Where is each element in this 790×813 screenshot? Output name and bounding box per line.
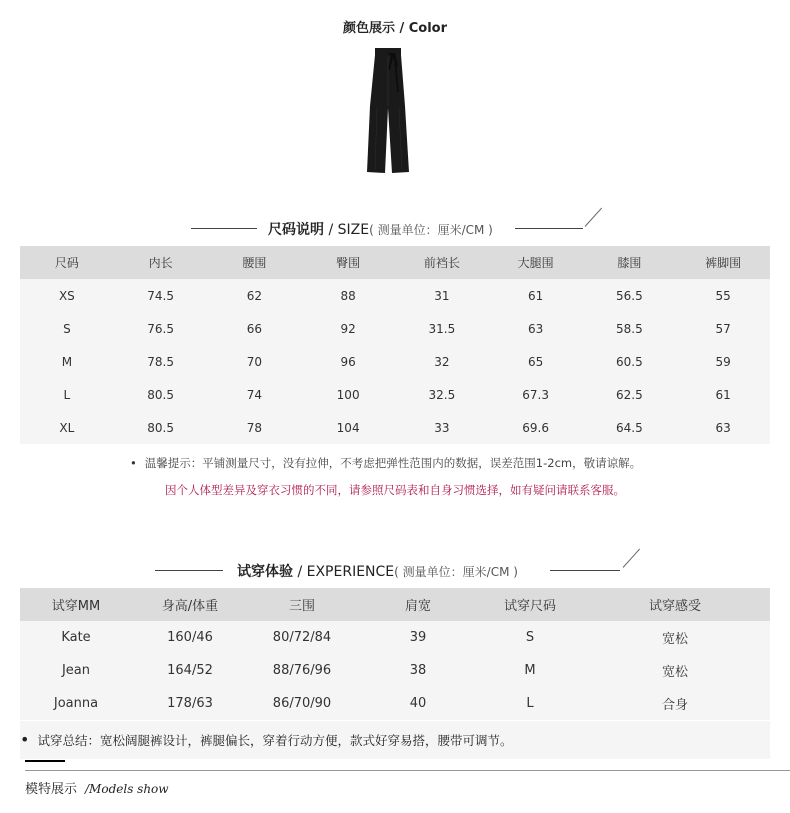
size-header-cell: 腰围 <box>208 246 302 279</box>
table-cell: 合身 <box>661 698 688 713</box>
size-heading-cn: 尺码说明 <box>268 222 324 238</box>
experience-header-cell: 三围 <box>248 588 356 621</box>
table-cell: 80.5 <box>147 387 174 402</box>
table-cell: 92 <box>340 321 356 336</box>
experience-header-cell: 试穿MM <box>20 588 132 621</box>
experience-header-cell: 试穿尺码 <box>480 588 580 621</box>
table-cell: 宽松 <box>661 632 688 647</box>
table-cell: M <box>524 663 536 678</box>
table-cell: 80.5 <box>147 420 174 435</box>
size-heading-en: SIZE <box>337 222 370 238</box>
table-cell: 88 <box>340 288 356 303</box>
size-header-cell: 膝围 <box>583 246 677 279</box>
table-row <box>20 312 770 345</box>
experience-heading-unit: ( 测量单位：厘米/CM ) <box>394 565 518 579</box>
table-cell: 32 <box>434 354 450 369</box>
table-cell: 96 <box>340 354 356 369</box>
bullet-icon: • <box>20 730 30 749</box>
fitting-summary-text: 试穿总结：宽松阔腿裤设计，裤腿偏长，穿着行动方便，款式好穿易搭，腰带可调节。 <box>37 733 513 748</box>
table-row <box>20 345 770 378</box>
table-cell: 63 <box>527 321 544 336</box>
table-cell: 178/63 <box>167 696 213 711</box>
experience-table-header-row <box>20 588 770 621</box>
table-row <box>20 621 770 654</box>
table-cell: 63 <box>715 420 731 435</box>
size-heading-sep: / <box>324 222 338 238</box>
table-cell: 69.6 <box>522 420 549 435</box>
size-header-cell: 尺码 <box>20 246 114 279</box>
size-table <box>20 246 770 444</box>
experience-heading <box>237 561 518 581</box>
table-cell: Kate <box>61 630 91 645</box>
size-header-cell: 内长 <box>114 246 208 279</box>
models-heading-divider <box>25 770 790 771</box>
models-heading-en: /Models show <box>85 782 169 796</box>
size-heading-unit: ( 测量单位：厘米/CM ) <box>369 223 493 237</box>
table-cell: 66 <box>246 321 263 336</box>
table-cell: L <box>63 387 71 402</box>
models-heading-cn: 模特展示 <box>25 782 78 797</box>
black-wide-leg-pants-image <box>365 46 411 176</box>
table-cell: 76.5 <box>147 321 174 336</box>
table-row <box>20 654 770 687</box>
table-cell: 55 <box>715 288 731 303</box>
table-cell: 74.5 <box>147 288 174 303</box>
color-section-title: 颜色展示 / Color <box>342 21 448 36</box>
size-heading-left-line <box>191 228 257 229</box>
table-cell: 164/52 <box>167 663 213 678</box>
experience-heading-sep: / <box>293 564 307 580</box>
models-heading <box>25 778 169 797</box>
table-cell: 31 <box>434 288 450 303</box>
table-cell: 70 <box>246 354 263 369</box>
table-row <box>20 279 770 312</box>
table-cell: 58.5 <box>616 321 643 336</box>
size-header-cell: 前裆长 <box>395 246 489 279</box>
table-cell: 56.5 <box>616 288 643 303</box>
table-row <box>20 378 770 411</box>
table-cell: 74 <box>246 387 263 402</box>
table-cell: L <box>526 696 534 711</box>
size-selection-warning: 因个人体型差异及穿衣习惯的不同，请参照尺码表和自身习惯选择，如有疑问请联系客服。 <box>165 483 625 497</box>
size-heading-right-line <box>515 228 583 229</box>
table-cell: 67.3 <box>522 387 549 402</box>
table-cell: 88/76/96 <box>272 663 332 678</box>
table-cell: 38 <box>409 663 427 678</box>
table-cell: 59 <box>715 354 731 369</box>
table-cell: 62 <box>246 288 263 303</box>
experience-table <box>20 588 770 720</box>
experience-heading-en: EXPERIENCE <box>306 564 395 580</box>
table-cell: S <box>63 321 71 336</box>
table-cell: 40 <box>409 696 427 711</box>
table-cell: 104 <box>336 420 360 435</box>
table-cell: 39 <box>409 630 427 645</box>
table-cell: 31.5 <box>428 321 456 336</box>
size-header-cell: 裤脚围 <box>676 246 770 279</box>
size-measurement-note: • 温馨提示：平铺测量尺寸，没有拉伸，不考虑把弹性范围内的数据，误差范围1-2cm，敬请谅解。 <box>130 455 641 471</box>
table-cell: S <box>525 630 535 645</box>
size-header-cell: 臀围 <box>301 246 395 279</box>
experience-header-cell: 身高/体重 <box>132 588 248 621</box>
experience-heading-left-line <box>155 570 223 571</box>
size-heading <box>268 219 493 239</box>
table-cell: 33 <box>434 420 450 435</box>
table-cell: 61 <box>715 387 731 402</box>
table-cell: 80/72/84 <box>272 630 332 645</box>
table-cell: 65 <box>527 354 544 369</box>
size-header-cell: 大腿围 <box>489 246 583 279</box>
table-cell: 160/46 <box>167 630 213 645</box>
models-heading-accent-bar <box>25 760 65 762</box>
table-cell: 61 <box>527 288 544 303</box>
size-heading-slash <box>585 208 602 227</box>
table-cell: Joanna <box>53 696 99 711</box>
table-cell: M <box>61 354 73 369</box>
table-cell: 100 <box>336 387 360 402</box>
size-table-header-row <box>20 246 770 279</box>
table-cell: 宽松 <box>661 665 688 680</box>
table-cell: 64.5 <box>616 420 643 435</box>
table-cell: 32.5 <box>428 387 456 402</box>
table-cell: XL <box>59 420 75 435</box>
table-cell: 86/70/90 <box>272 696 332 711</box>
experience-header-cell: 试穿感受 <box>580 588 770 621</box>
table-cell: 62.5 <box>616 387 643 402</box>
experience-heading-slash <box>623 549 640 568</box>
table-cell: 60.5 <box>616 354 643 369</box>
experience-header-cell: 肩宽 <box>356 588 480 621</box>
experience-heading-cn: 试穿体验 <box>237 564 293 580</box>
table-row <box>20 411 770 444</box>
fitting-summary <box>20 721 770 759</box>
experience-heading-right-line <box>550 570 620 571</box>
table-cell: 57 <box>715 321 731 336</box>
table-row <box>20 687 770 720</box>
table-cell: 78.5 <box>147 354 174 369</box>
table-cell: 78 <box>246 420 263 435</box>
table-cell: Jean <box>61 663 91 678</box>
table-cell: XS <box>58 288 75 303</box>
